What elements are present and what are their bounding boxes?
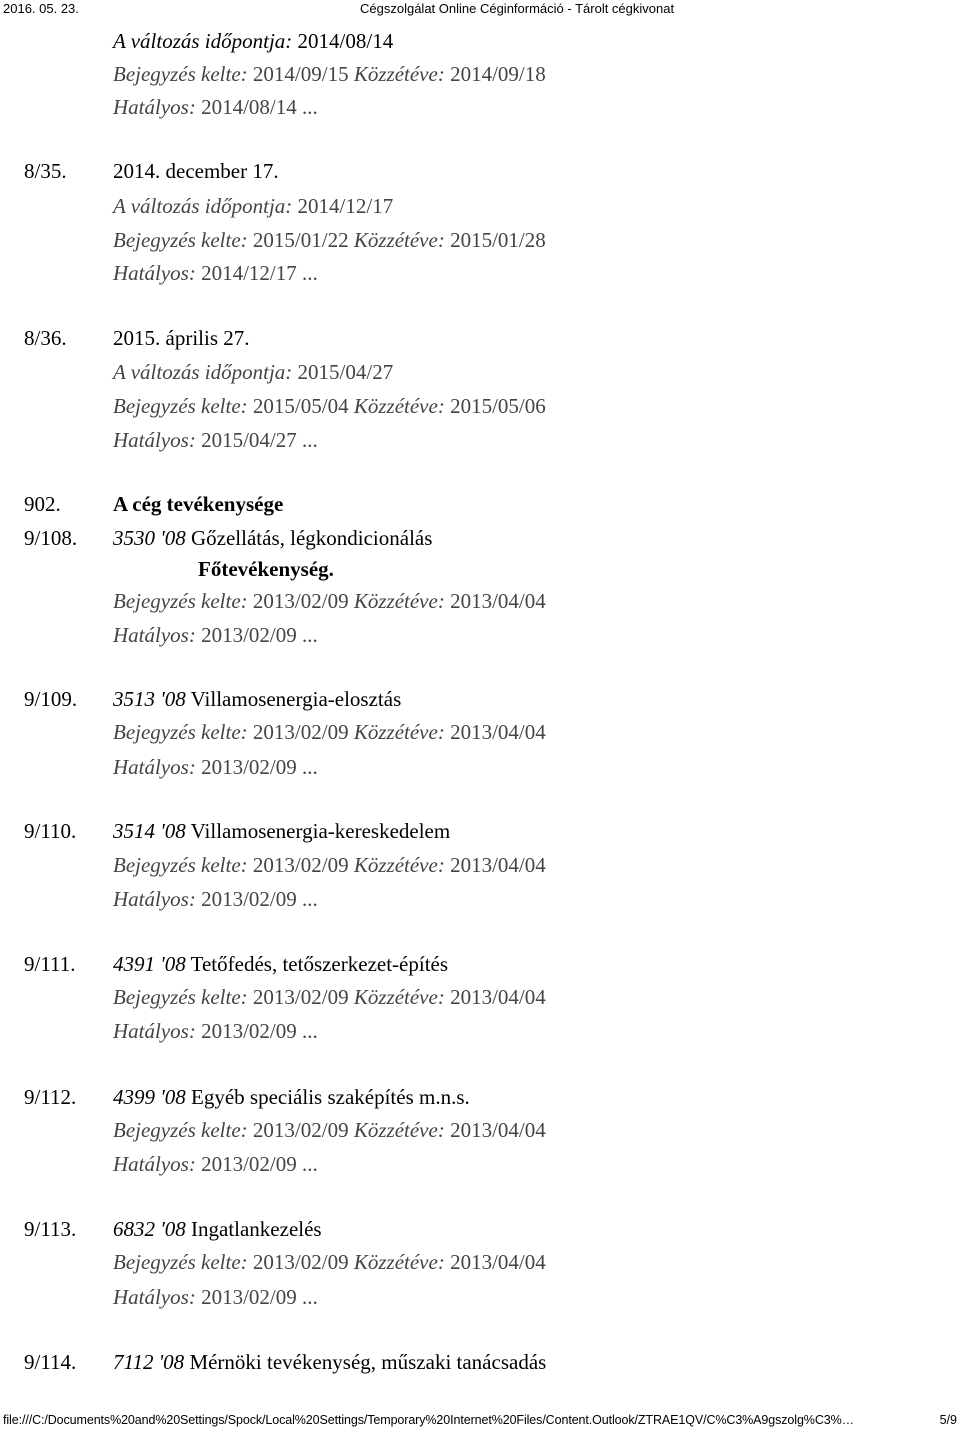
section-number: 902. [24,492,61,516]
activity-line: 3514 '08 Villamosenergia-kereskedelem [113,819,451,843]
change-time-line: A változás időpontja: 2014/08/14 [113,29,394,53]
activity-number: 9/108. [24,526,78,550]
effective-line: Hatályos: 2013/02/09 ... [113,887,318,911]
effective-line: Hatályos: 2014/08/14 ... [113,95,318,119]
activity-number: 9/109. [24,687,78,711]
activity-line: 4391 '08 Tetőfedés, tetőszerkezet-építés [113,952,449,976]
main-activity-label: Főtevékenység. [198,557,334,581]
entry-line: Bejegyzés kelte: 2013/02/09 Közzétéve: 2013/04/04 [113,853,546,877]
activity-line: 4399 '08 Egyéb speciális szaképítés m.n.s. [113,1085,470,1109]
activity-number: 9/111. [24,952,76,976]
activity-number: 9/113. [24,1217,77,1241]
print-footer [0,1411,960,1431]
print-title: Cégszolgálat Online Céginformáció - Tárolt cégkivonat [360,1,675,16]
effective-line: Hatályos: 2014/12/17 ... [113,261,318,285]
effective-line: Hatályos: 2013/02/09 ... [113,1285,318,1309]
activity-line: 7112 '08 Mérnöki tevékenység, műszaki tanácsadás [113,1350,547,1374]
entry-line: Bejegyzés kelte: 2013/02/09 Közzétéve: 2013/04/04 [113,985,546,1009]
change-number: 8/35. [24,159,67,183]
activity-line: 6832 '08 Ingatlankezelés [113,1217,322,1241]
activity-line: 3513 '08 Villamosenergia-elosztás [113,687,402,711]
activity-number: 9/110. [24,819,77,843]
entry-line: Bejegyzés kelte: 2015/01/22 Közzétéve: 2015/01/28 [113,228,546,252]
entry-line: Bejegyzés kelte: 2013/02/09 Közzétéve: 2013/04/04 [113,1250,546,1274]
entry-line: Bejegyzés kelte: 2013/02/09 Közzétéve: 2013/04/04 [113,1118,546,1142]
file-url: file:///C:/Documents%20and%20Settings/Spock/Local%20Settings/Temporary%20Internet%20Files/Content.Outlook/ZTRAE1QV/C%C3%A9gszolg%C3%… [3,1413,855,1427]
change-date: 2014. december 17. [113,159,279,183]
change-number: 8/36. [24,326,67,350]
effective-line: Hatályos: 2013/02/09 ... [113,1152,318,1176]
effective-line: Hatályos: 2015/04/27 ... [113,428,318,452]
effective-line: Hatályos: 2013/02/09 ... [113,755,318,779]
change-time-line: A változás időpontja: 2015/04/27 [113,360,394,384]
section-title: A cég tevékenysége [113,492,284,516]
change-date: 2015. április 27. [113,326,250,350]
effective-line: Hatályos: 2013/02/09 ... [113,623,318,647]
page-number: 5/9 [939,1413,957,1427]
change-time-line: A változás időpontja: 2014/12/17 [113,194,394,218]
activity-number: 9/114. [24,1350,77,1374]
entry-line: Bejegyzés kelte: 2014/09/15 Közzétéve: 2014/09/18 [113,62,546,86]
print-header [0,0,960,20]
activity-number: 9/112. [24,1085,77,1109]
print-date: 2016. 05. 23. [3,1,79,16]
entry-line: Bejegyzés kelte: 2013/02/09 Közzétéve: 2013/04/04 [113,589,546,613]
activity-line: 3530 '08 Gőzellátás, légkondicionálás [113,526,433,550]
effective-line: Hatályos: 2013/02/09 ... [113,1019,318,1043]
entry-line: Bejegyzés kelte: 2015/05/04 Közzétéve: 2015/05/06 [113,394,546,418]
entry-line: Bejegyzés kelte: 2013/02/09 Közzétéve: 2013/04/04 [113,720,546,744]
